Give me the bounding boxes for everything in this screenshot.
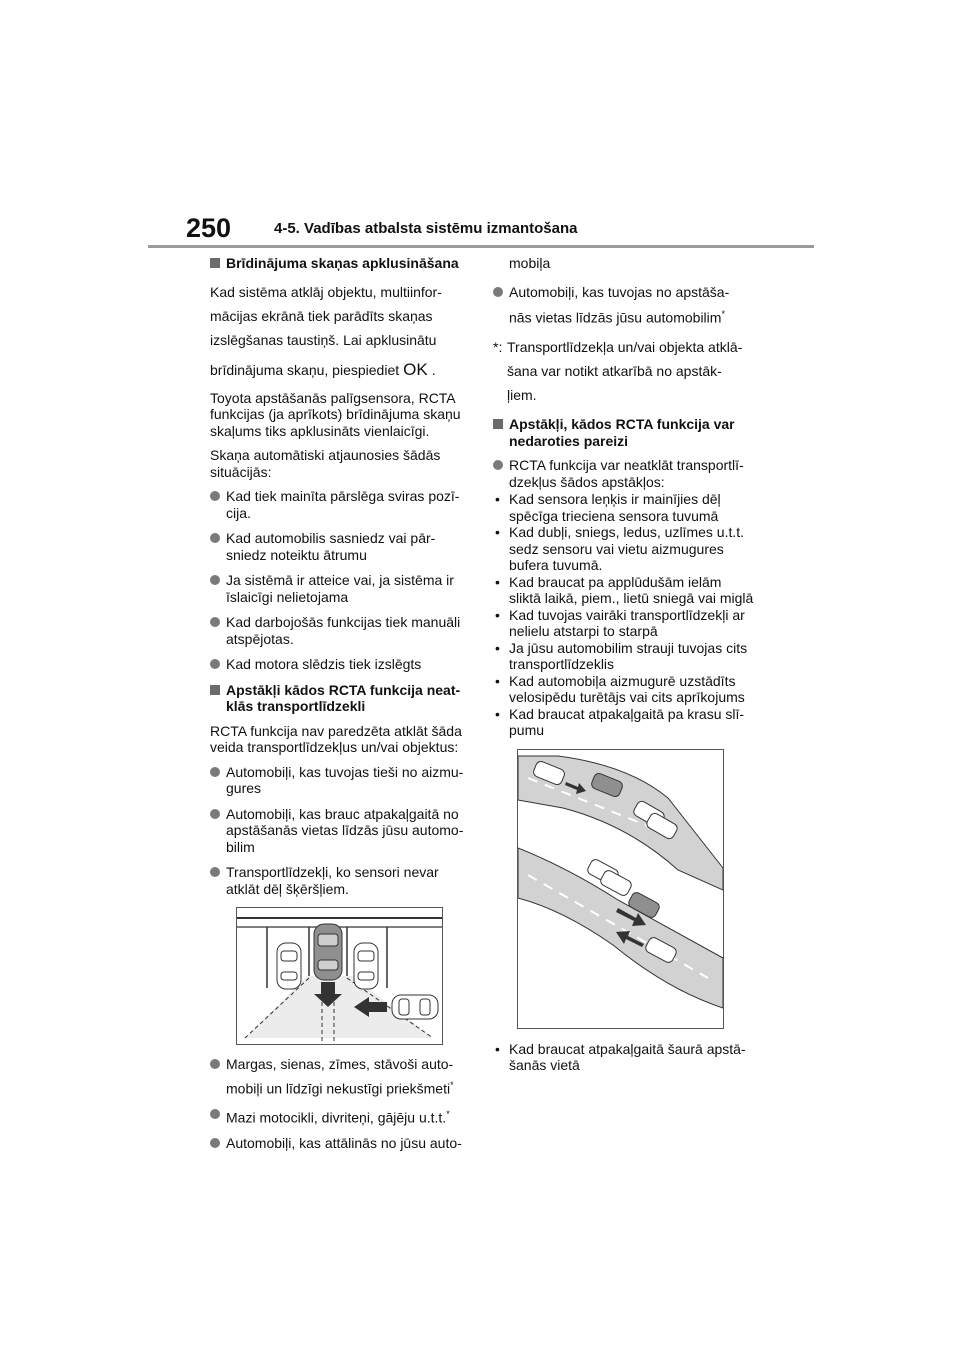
dash-item: • Ja jūsu automobilim strauji tuvojas cits transportlīdzeklis (493, 640, 757, 673)
parking-lot-illustration (236, 907, 443, 1045)
footnote-marker: * (446, 1108, 450, 1119)
text-line (226, 1077, 474, 1097)
bullet-item: Automobiļi, kas brauc atpakaļgaitā no apstāšanās vietas līdzās jūsu automo-bilim (210, 806, 474, 856)
section-title: 4-5. Vadības atbalsta sistēmu izmantošana (274, 220, 578, 237)
text-span: . (431, 361, 436, 378)
footnote (493, 335, 757, 407)
text-line: izslēgšanas taustiņš. Lai apklusinātu (210, 331, 437, 348)
text-span: mobiļi un līdzīgi nekustīgi priekšmeti (226, 1080, 451, 1097)
dash-item: • Kad braucat pa applūdušām ielām sliktā laikā, piem., lietū sniegā vai miglā (493, 574, 757, 607)
dash-item: • Kad sensora leņķis ir mainījies dēļ spēcīga trieciena sensora tuvumā (493, 491, 757, 524)
text-span: nās vietas līdzās jūsu automobilim (509, 309, 722, 326)
text-line: mācijas ekrānā tiek parādīts skaņas (210, 307, 433, 324)
text-line (210, 358, 474, 382)
header-divider (148, 245, 814, 248)
bullet-item: RCTA funkcija var neatklāt transportlī-dzekļus šādos apstākļos: (493, 457, 757, 490)
dash-item: • Kad tuvojas vairāki transportlīdzekļi ar nelielu atstarpi to starpā (493, 607, 757, 640)
text-span: Mazi motocikli, divriteņi, gājēju u.t.t. (226, 1109, 447, 1126)
ok-button-symbol: OK (403, 359, 428, 379)
paragraph-simultaneous-mute: Toyota apstāšanās palīgsensora, RCTA funkcijas (ja aprīkots) brīdinājuma skaņu skaļums tiks apklusināts vienlaicīgi. (210, 389, 461, 439)
footnote-marker: * (721, 309, 725, 319)
dash-item: • Kad braucat atpakaļgaitā šaurā apstā-šanās vietā (493, 1041, 757, 1074)
page-header (148, 212, 814, 248)
bullet-item: Automobiļi, kas attālinās no jūsu auto- (210, 1135, 474, 1152)
right-column (493, 255, 757, 1074)
bullet-item: Automobiļi, kas tuvojas tieši no aizmu-gures (210, 764, 474, 797)
text-line: Transportlīdzekļa un/vai objekta atklā- (507, 339, 743, 356)
text-line: Margas, sienas, zīmes, stāvoši auto- (226, 1056, 454, 1072)
bullet-item: Kad motora slēdzis tiek izslēgts (210, 656, 474, 673)
dash-item: • Kad automobiļa aizmugurē uzstādīts velosipēdu turētājs vai cits aprīkojums (493, 673, 757, 706)
bullet-item (210, 1106, 474, 1126)
paragraph-not-designed: RCTA funkcija nav paredzēta atklāt šāda veida transportlīdzekļus un/vai objektus: (210, 722, 462, 755)
bullet-item (210, 1056, 474, 1097)
footnote-marker: * (450, 1079, 454, 1090)
text-span: brīdinājuma skaņu, piespiediet (210, 361, 400, 378)
text-line: šana var notikt atkarībā no apstāk- (507, 363, 722, 380)
heading-mute-warning: Brīdinājuma skaņas apklusināšana (210, 255, 474, 272)
heading-malfunction-conditions: Apstākļi, kādos RCTA funkcija var nedaroties pareizi (493, 416, 757, 449)
bullet-item: Ja sistēmā ir atteice vai, ja sistēma ir īslaicīgi nelietojama (210, 572, 474, 605)
slope-illustration (517, 749, 724, 1029)
dash-item: • Kad braucat atpakaļgaitā pa krasu slī-pumu (493, 706, 757, 739)
heading-not-detected: Apstākļi kādos RCTA funkcija neat-klās transportlīdzekli (210, 682, 474, 715)
bullet-item: Transportlīdzekļi, ko sensori nevar atklāt dēļ šķēršļiem. (210, 864, 474, 897)
paragraph-mute-intro (210, 280, 474, 382)
bullet-item: Kad tiek mainīta pārslēga sviras pozī-cija. (210, 488, 474, 521)
text-line: Automobiļi, kas tuvojas no apstāša- (509, 283, 730, 300)
page-number: 250 (186, 213, 232, 243)
text-line (509, 306, 757, 326)
continued-text: mobiļa (509, 255, 551, 271)
text-line: Kad sistēma atklāj objektu, multiinfor- (210, 283, 442, 300)
left-column (210, 255, 474, 1160)
footnote-mark: *: (493, 339, 503, 356)
bullet-item: Kad darbojošās funkcijas tiek manuāli atspējotas. (210, 614, 474, 647)
bullet-item (493, 284, 757, 327)
bullet-item: Kad automobilis sasniedz vai pār-sniedz noteiktu ātrumu (210, 530, 474, 563)
text-line: ļiem. (507, 387, 537, 404)
dash-item: • Kad dubļi, sniegs, ledus, uzlīmes u.t.t. sedz sensoru vai vietu aizmugures bufera tuvumā. (493, 524, 757, 574)
paragraph-restore: Skaņa automātiski atjaunosies šādās situācijās: (210, 447, 441, 480)
